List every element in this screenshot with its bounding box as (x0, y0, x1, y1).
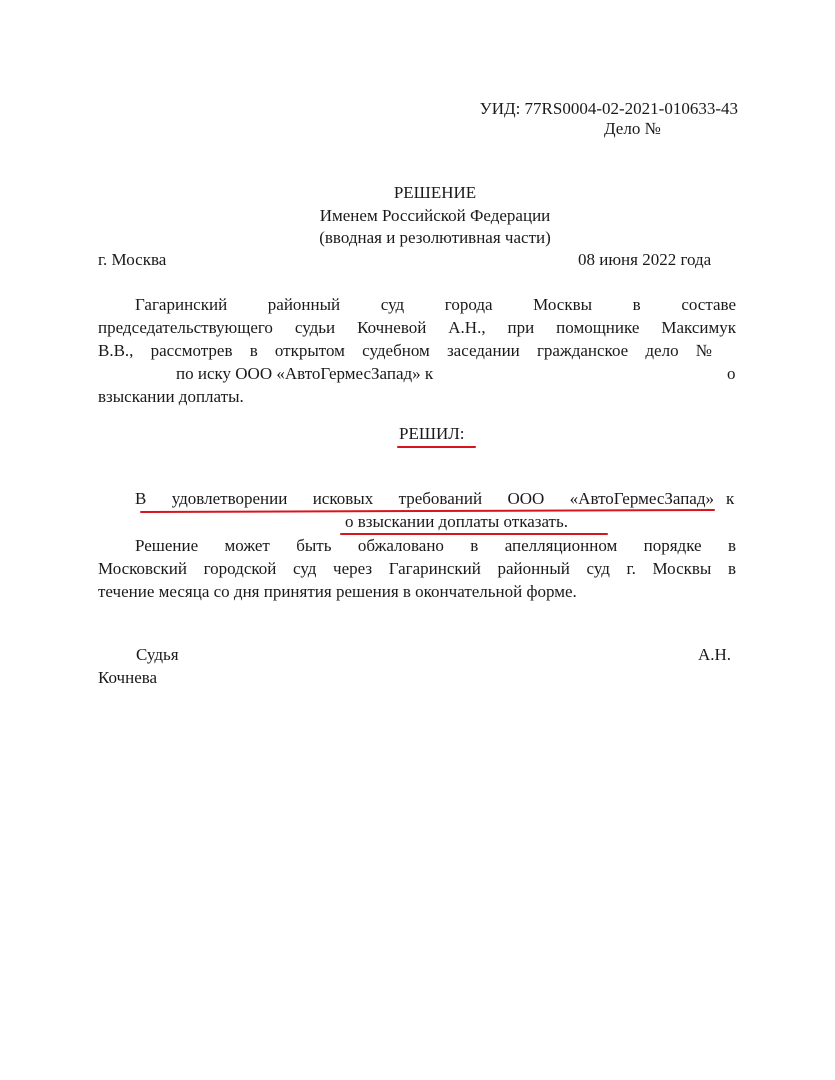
uid-number: УИД: 77RS0004-02-2021-010633-43 (479, 99, 738, 118)
intro-line-4-end: о (727, 364, 736, 383)
signature-label: Судья (136, 645, 179, 664)
intro-line-3: В.В., рассмотрев в открытом судебном заседании гражданское дело № (98, 341, 712, 360)
appeal-line-1: Решение может быть обжаловано в апелляционном порядке в (135, 536, 736, 555)
judge-surname: Кочнева (98, 668, 158, 687)
appeal-line-2: Московский городской суд через Гагаринский районный суд г. Москвы в (98, 559, 736, 578)
document-title: РЕШЕНИЕ (393, 183, 477, 202)
decided-underline (397, 446, 476, 448)
intro-line-5: взыскании доплаты. (98, 387, 244, 406)
intro-line-1: Гагаринский районный суд города Москвы в составе (135, 295, 736, 314)
resolution-line-1-end: к (726, 489, 735, 508)
case-number-label: Дело № (604, 119, 661, 138)
document-parts-note: (вводная и резолютивная части) (319, 228, 551, 247)
decided-heading: РЕШИЛ: (399, 424, 465, 443)
intro-line-4-claim: по иску ООО «АвтоГермесЗапад» к (176, 364, 434, 383)
decision-date: 08 июня 2022 года (578, 250, 712, 269)
judge-initials: А.Н. (698, 645, 732, 664)
city: г. Москва (98, 250, 167, 269)
resolution-line-2: о взыскании доплаты отказать. (345, 512, 568, 531)
document-subtitle: Именем Российской Федерации (319, 206, 551, 225)
intro-line-2: председательствующего судьи Кочневой А.Н., при помощнике Максимук (98, 318, 736, 337)
resolution-line-1: В удовлетворении исковых требований ООО «АвтоГермесЗапад» (135, 489, 714, 508)
appeal-line-3: течение месяца со дня принятия решения в окончательной форме. (98, 582, 577, 601)
